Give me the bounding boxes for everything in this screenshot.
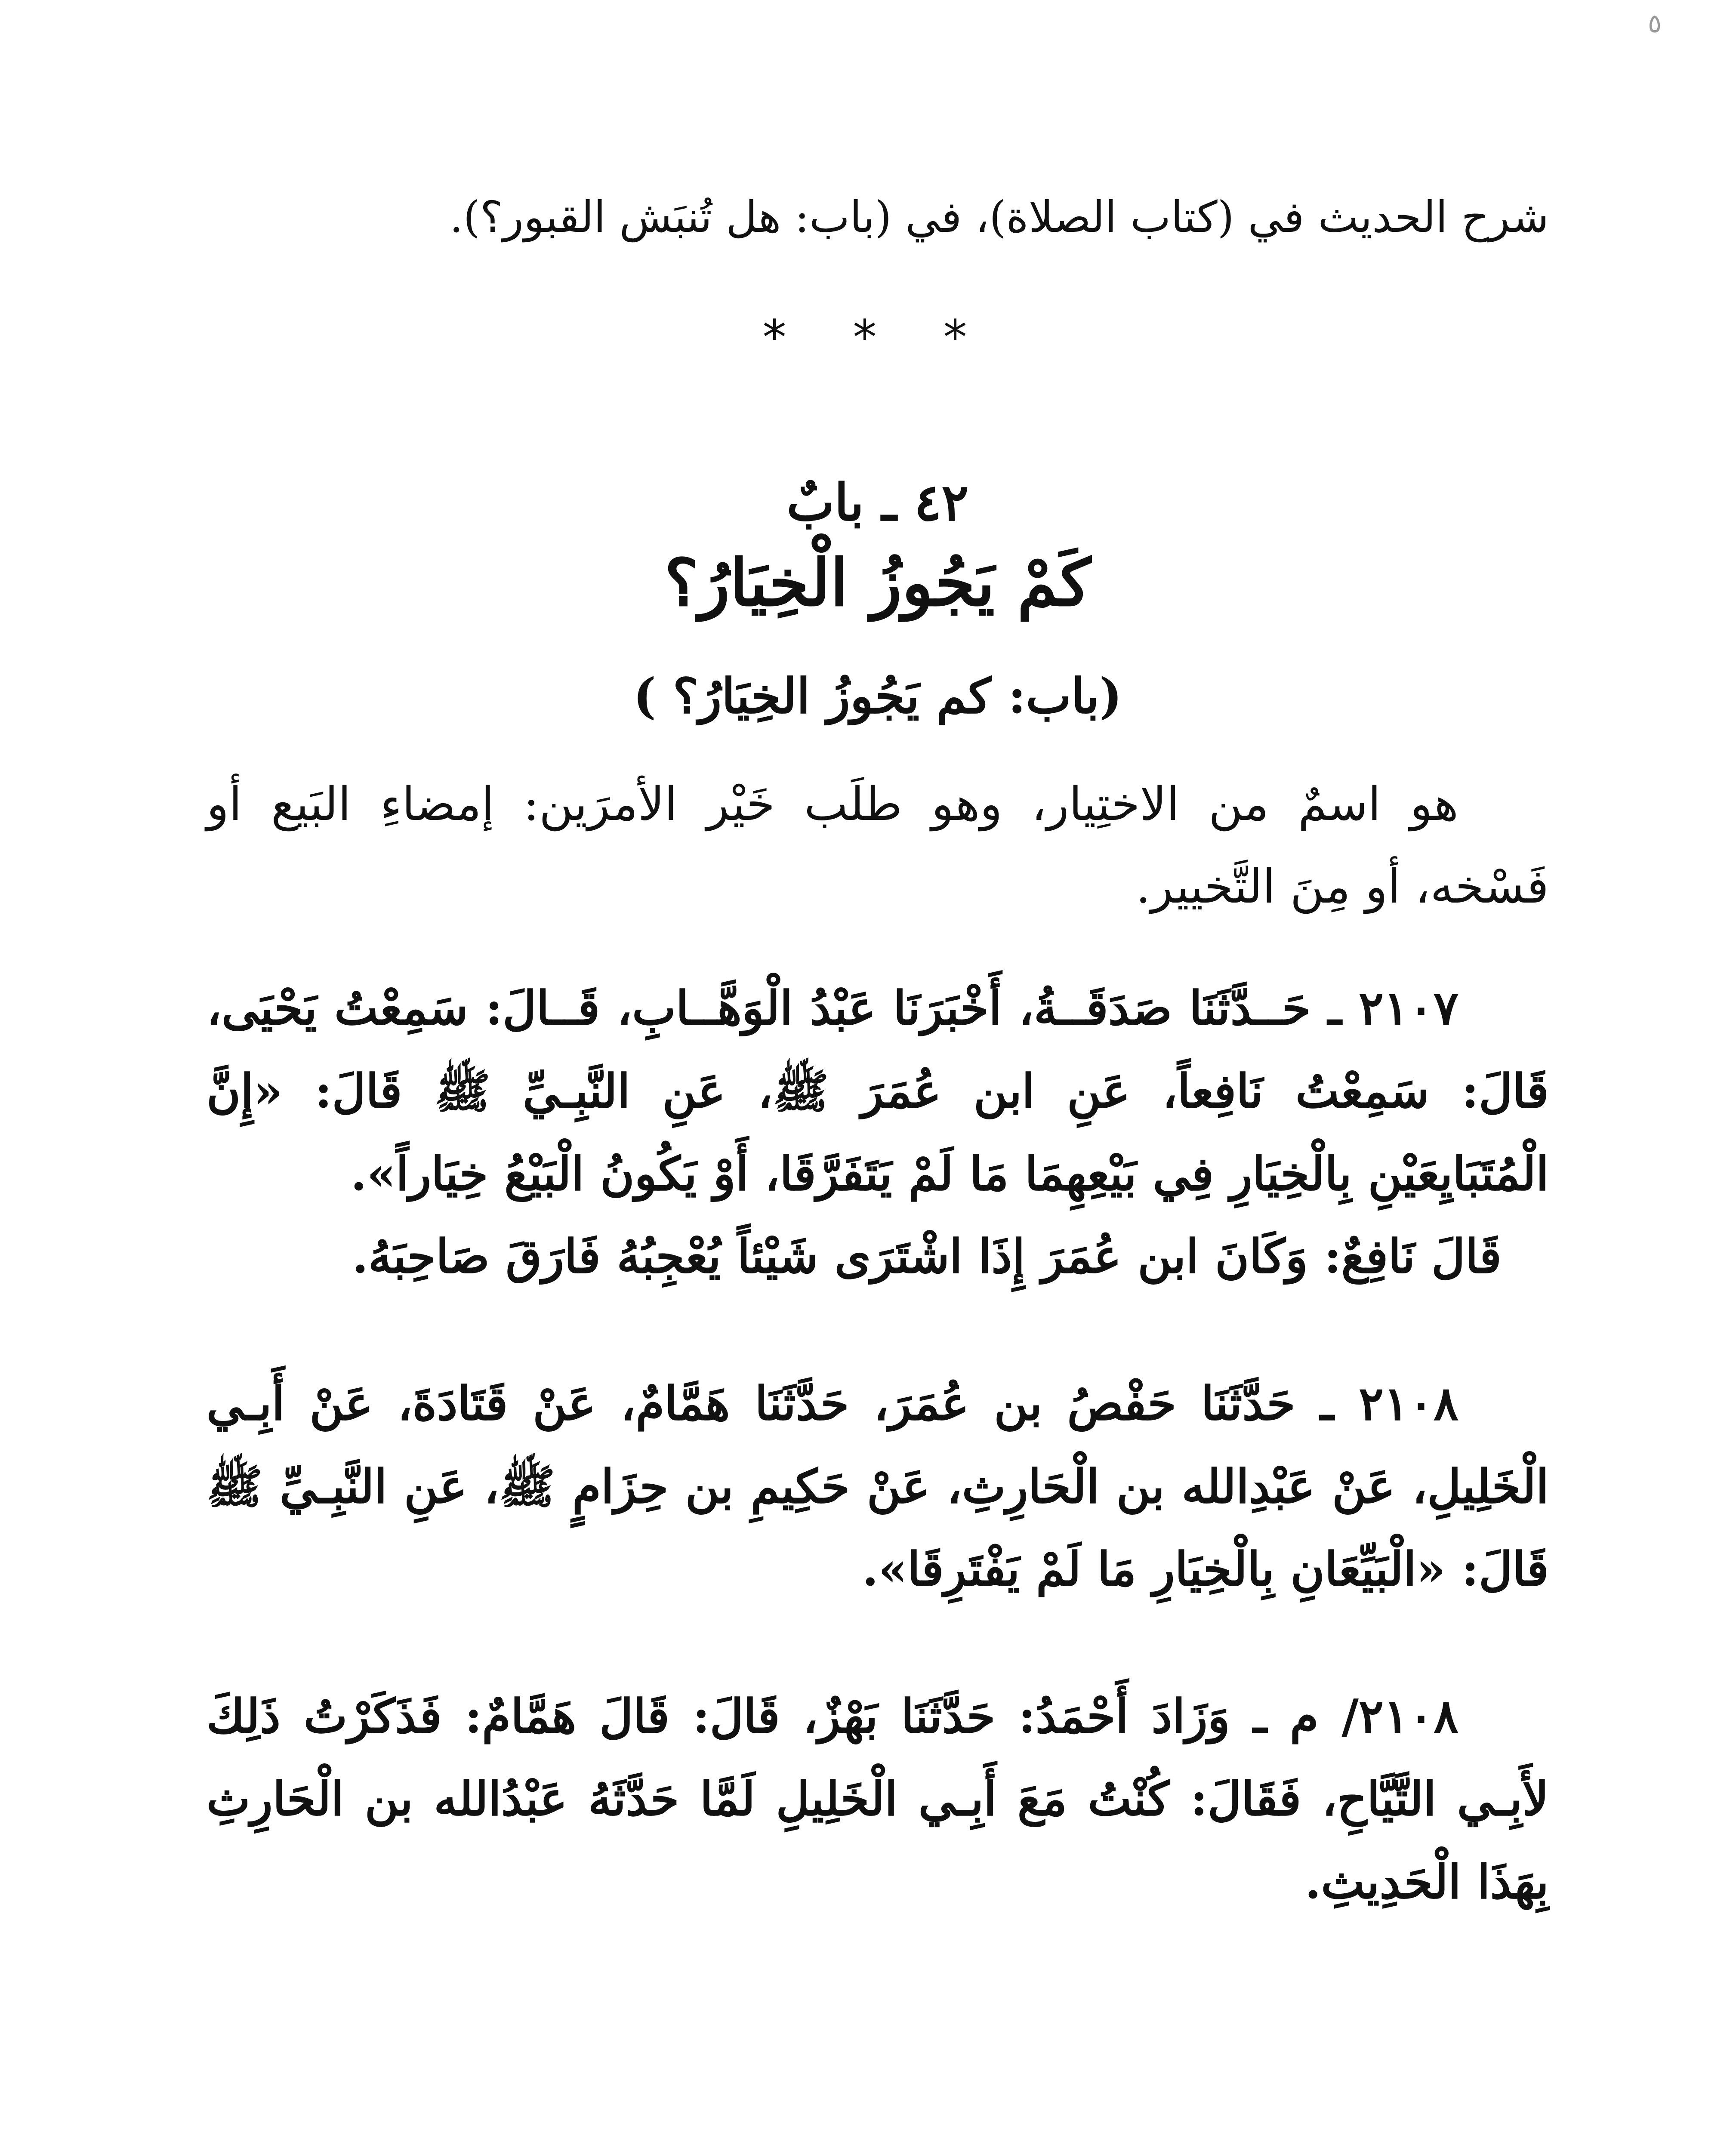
hadith-2108-m: ٢١٠٨/ م ـ وَزَادَ أَحْمَدُ: حَدَّثَنَا بَهْزٌ، قَالَ: قَالَ هَمَّامٌ: فَذَكَرْتُ ذَلِكَ لأَبِـي التَّيَّاحِ، فَقَالَ: كُنْتُ مَعَ أَبِـي الْخَلِيلِ لَمَّا حَدَّثَهُ عَبْدُالله بن الْحَارِثِ بِهَذَا الْحَدِيثِ. (207, 1689, 1549, 1909)
hadith-2108: ٢١٠٨ ـ حَدَّثَنَا حَفْصُ بن عُمَرَ، حَدَّثَنَا هَمَّامٌ، عَنْ قَتَادَةَ، عَنْ أَبِـي الْخَلِيلِ، عَنْ عَبْدِالله بن الْحَارِثِ، عَنْ حَكِيمِ بن حِزَامٍ ﷺ، عَنِ النَّبِـيِّ ﷺ قَالَ: «الْبَيِّعَانِ بِالْخِيَارِ مَا لَمْ يَفْتَرِقَا». (207, 1377, 1549, 1596)
chapter-title: كَمْ يَجُوزُ الْخِيَارُ؟ (664, 545, 1091, 621)
section-separator: * * * (762, 310, 993, 365)
page-body (207, 189, 1549, 1923)
chapter-number: ٤٢ ـ بابٌ (786, 472, 969, 532)
intro-line: شرح الحديث في (كتاب الصلاة)، في (باب: هل تُنبَش القبور؟). (449, 192, 1549, 242)
hadith-2107-note: قَالَ نَافِعٌ: وَكَانَ ابن عُمَرَ إِذَا اشْتَرَى شَيْئاً يُعْجِبُهُ فَارَقَ صَاحِبَهُ. (352, 1230, 1502, 1284)
hadith-2107: ٢١٠٧ ـ حَــدَّثَنَا صَدَقَــةُ، أَخْبَرَنَا عَبْدُ الْوَهَّــابِ، قَــالَ: سَمِعْتُ يَحْيَى، قَالَ: سَمِعْتُ نَافِعاً، عَنِ ابن عُمَرَ ﷺ، عَنِ النَّبِـيِّ ﷺ قَالَ: «إِنَّ الْمُتَبَايِعَيْنِ بِالْخِيَارِ فِي بَيْعِهِمَا مَا لَمْ يَتَفَرَّقَا، أَوْ يَكُونُ الْبَيْعُ خِيَاراً». (207, 981, 1549, 1201)
sub-heading: (باب: كم يَجُوزُ الخِيَارُ؟ ) (633, 668, 1122, 724)
definition-paragraph: هو اسمٌ من الاختِيار، وهو طلَب خَيْر الأمرَين: إمضاءِ البَيع أو فَسْخه، أو مِنَ التَّخيير. (207, 777, 1549, 914)
corner-mark: ٥ (1648, 9, 1662, 39)
